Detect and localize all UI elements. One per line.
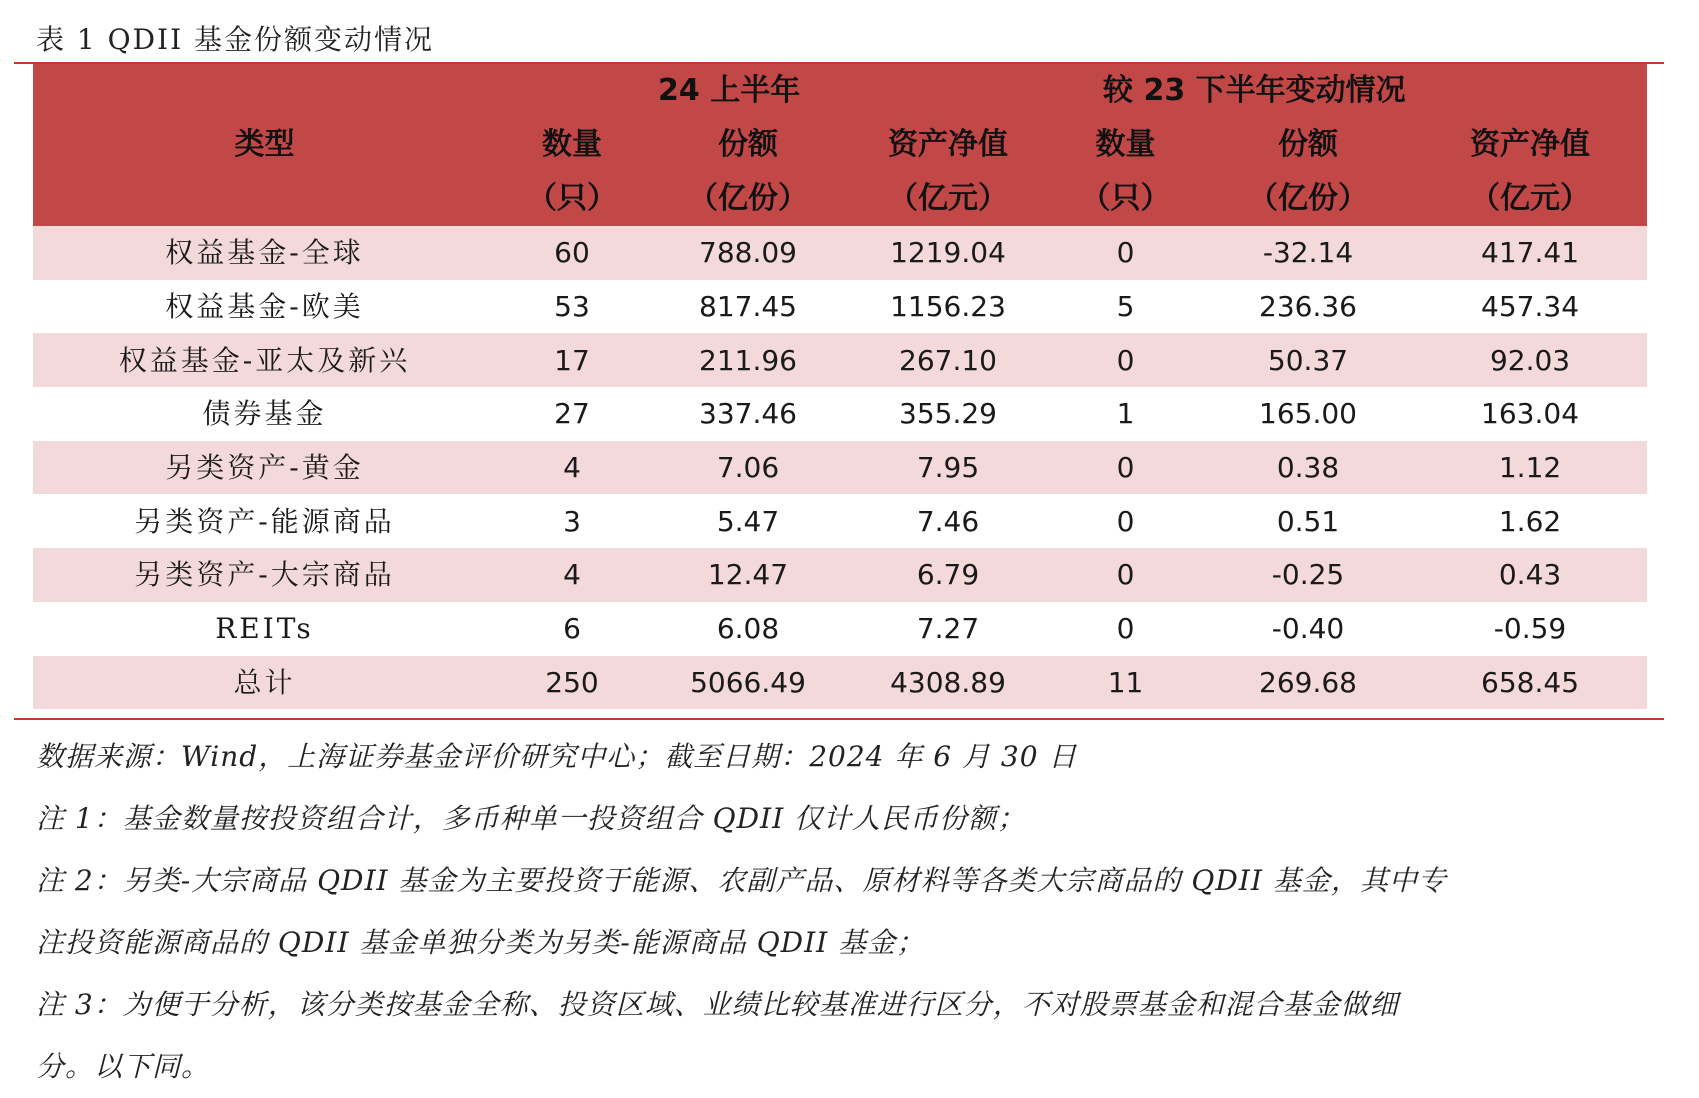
row-value-cell: 355.29 [848,387,1048,441]
row-value-cell: 1156.23 [848,280,1048,334]
row-value-cell: 0 [1048,602,1203,656]
row-value-cell: 250 [496,656,648,710]
row-type-cell: 另类资产-能源商品 [33,494,496,548]
header-type: 类型 [33,64,496,226]
row-type-cell: 债券基金 [33,387,496,441]
row-value-cell: 4308.89 [848,656,1048,710]
row-value-cell: 788.09 [648,226,848,280]
row-value-cell: 0 [1048,548,1203,602]
row-type-cell: 另类资产-大宗商品 [33,548,496,602]
header-unit-nav: （亿元） [848,172,1048,226]
row-value-cell: 27 [496,387,648,441]
row-value-cell: 236.36 [1203,280,1413,334]
row-value-cell: -32.14 [1203,226,1413,280]
row-value-cell: 211.96 [648,333,848,387]
row-value-cell: 53 [496,280,648,334]
header-group-h1-2024: 24 上半年 [648,64,1048,118]
header-col-share: 份额 [648,118,848,172]
table-header [33,64,1647,226]
row-value-cell: 1.62 [1413,494,1647,548]
table-body [33,226,1647,709]
row-value-cell: 0 [1048,226,1203,280]
row-value-cell: 0.38 [1203,441,1413,495]
table-row [33,226,1647,280]
header-unit-share-change: （亿份） [1203,172,1413,226]
table-row [33,280,1647,334]
row-value-cell: 457.34 [1413,280,1647,334]
row-value-cell: -0.40 [1203,602,1413,656]
row-value-cell: 4 [496,441,648,495]
row-value-cell: 658.45 [1413,656,1647,710]
row-value-cell: 7.46 [848,494,1048,548]
header-col-count: 数量 [496,118,648,172]
row-type-cell: 总计 [33,656,496,710]
row-value-cell: 7.95 [848,441,1048,495]
row-value-cell: 3 [496,494,648,548]
table-notes [36,726,1656,1098]
row-value-cell: 1 [1048,387,1203,441]
note-2-line-2: 注投资能源商品的 QDII 基金单独分类为另类-能源商品 QDII 基金； [36,926,926,959]
table-row [33,494,1647,548]
row-value-cell: 0 [1048,333,1203,387]
row-value-cell: 417.41 [1413,226,1647,280]
bottom-rule [14,718,1664,720]
row-value-cell: 5.47 [648,494,848,548]
row-value-cell: 269.68 [1203,656,1413,710]
row-value-cell: 1219.04 [848,226,1048,280]
header-unit-count: （只） [496,172,648,226]
row-type-cell: 权益基金-全球 [33,226,496,280]
row-value-cell: 0 [1048,441,1203,495]
header-col-nav-change: 资产净值 [1413,118,1647,172]
row-value-cell: 165.00 [1203,387,1413,441]
row-value-cell: 337.46 [648,387,848,441]
data-source-note: 数据来源：Wind，上海证券基金评价研究中心；截至日期：2024 年 6 月 30 日 [36,740,1078,773]
header-unit-count-change: （只） [1048,172,1203,226]
row-value-cell: -0.25 [1203,548,1413,602]
header-col-nav: 资产净值 [848,118,1048,172]
qdii-table [33,64,1647,709]
row-value-cell: 6.79 [848,548,1048,602]
row-value-cell: 4 [496,548,648,602]
note-2-line-1: 注 2：另类-大宗商品 QDII 基金为主要投资于能源、农副产品、原材料等各类大宗商品的 QDII 基金，其中专 [36,864,1447,897]
table-row [33,441,1647,495]
header-group-change: 较 23 下半年变动情况 [1048,64,1647,118]
row-value-cell: 0 [1048,494,1203,548]
note-1: 注 1：基金数量按投资组合计，多币种单一投资组合 QDII 仅计人民币份额； [36,802,1027,835]
note-3-line-2: 分。以下同。 [36,1050,211,1083]
row-value-cell: 5 [1048,280,1203,334]
row-type-cell: 权益基金-欧美 [33,280,496,334]
header-col-count-change: 数量 [1048,118,1203,172]
table-row [33,548,1647,602]
row-value-cell: 817.45 [648,280,848,334]
row-value-cell: 7.27 [848,602,1048,656]
row-type-cell: 另类资产-黄金 [33,441,496,495]
header-col-share-change: 份额 [1203,118,1413,172]
row-value-cell: 267.10 [848,333,1048,387]
table-caption: 表 1 QDII 基金份额变动情况 [36,23,435,56]
row-value-cell: 7.06 [648,441,848,495]
table-row [33,333,1647,387]
row-value-cell: 0.51 [1203,494,1413,548]
row-value-cell: 17 [496,333,648,387]
table-row [33,656,1647,710]
row-value-cell: 6.08 [648,602,848,656]
row-value-cell: 60 [496,226,648,280]
row-value-cell: 11 [1048,656,1203,710]
header-unit-share: （亿份） [648,172,848,226]
row-value-cell: 5066.49 [648,656,848,710]
table-row [33,387,1647,441]
header-unit-nav-change: （亿元） [1413,172,1647,226]
row-value-cell: 163.04 [1413,387,1647,441]
row-value-cell: 12.47 [648,548,848,602]
note-3-line-1: 注 3：为便于分析，该分类按基金全称、投资区域、业绩比较基准进行区分，不对股票基金和混合基金做细 [36,988,1399,1021]
row-value-cell: -0.59 [1413,602,1647,656]
row-value-cell: 92.03 [1413,333,1647,387]
row-type-cell: REITs [33,602,496,656]
row-value-cell: 0.43 [1413,548,1647,602]
row-value-cell: 50.37 [1203,333,1413,387]
row-value-cell: 6 [496,602,648,656]
row-type-cell: 权益基金-亚太及新兴 [33,333,496,387]
table-row [33,602,1647,656]
header-spacer-1 [496,64,648,118]
row-value-cell: 1.12 [1413,441,1647,495]
